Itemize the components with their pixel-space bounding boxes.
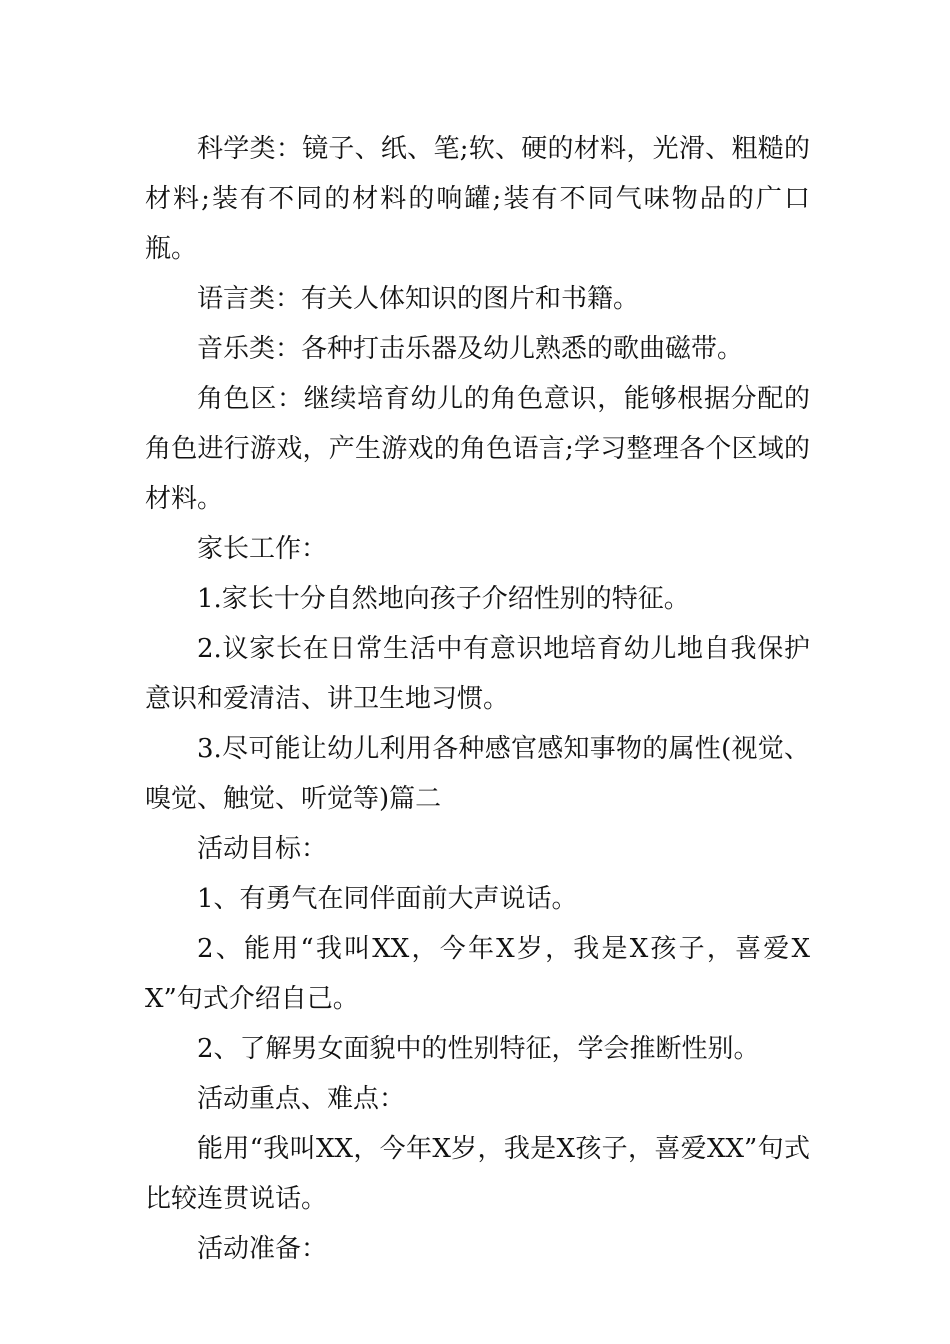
- heading-activity-preparation: 活动准备：: [197, 1234, 328, 1264]
- heading-key-points: 活动重点、难点：: [197, 1084, 406, 1114]
- paragraph-role-area: 角色区：继续培育幼儿的角色意识，能够根据分配的角色进行游戏，产生游戏的角色语言;学习整理各个区域的材料。: [145, 384, 810, 514]
- paragraph-language-materials: 语言类：有关人体知识的图片和书籍。: [197, 284, 640, 314]
- heading-activity-goals: 活动目标：: [197, 834, 328, 864]
- paragraph-music-materials: 音乐类：各种打击乐器及幼儿熟悉的歌曲磁带。: [197, 334, 744, 364]
- list-item-goal-1: 1、有勇气在同伴面前大声说话。: [197, 884, 578, 914]
- list-item-parent-2: 2.议家长在日常生活中有意识地培育幼儿地自我保护意识和爱清洁、讲卫生地习惯。: [145, 634, 810, 714]
- list-item-goal-2: 2、能用“我叫XX，今年X岁，我是X孩子，喜爱XX”句式介绍自己。: [145, 934, 810, 1014]
- heading-parent-work: 家长工作：: [197, 534, 328, 564]
- list-item-parent-3: 3.尽可能让幼儿利用各种感官感知事物的属性(视觉、嗅觉、触觉、听觉等)篇二: [145, 734, 810, 814]
- document-body: [145, 124, 810, 1274]
- paragraph-key-points: 能用“我叫XX，今年X岁，我是X孩子，喜爱XX”句式比较连贯说话。: [145, 1134, 810, 1214]
- paragraph-science-materials: 科学类：镜子、纸、笔;软、硬的材料，光滑、粗糙的材料;装有不同的材料的响罐;装有不同气味物品的广口瓶。: [145, 134, 810, 264]
- list-item-parent-1: 1.家长十分自然地向孩子介绍性别的特征。: [197, 584, 690, 614]
- list-item-goal-3: 2、了解男女面貌中的性别特征，学会推断性别。: [197, 1034, 760, 1064]
